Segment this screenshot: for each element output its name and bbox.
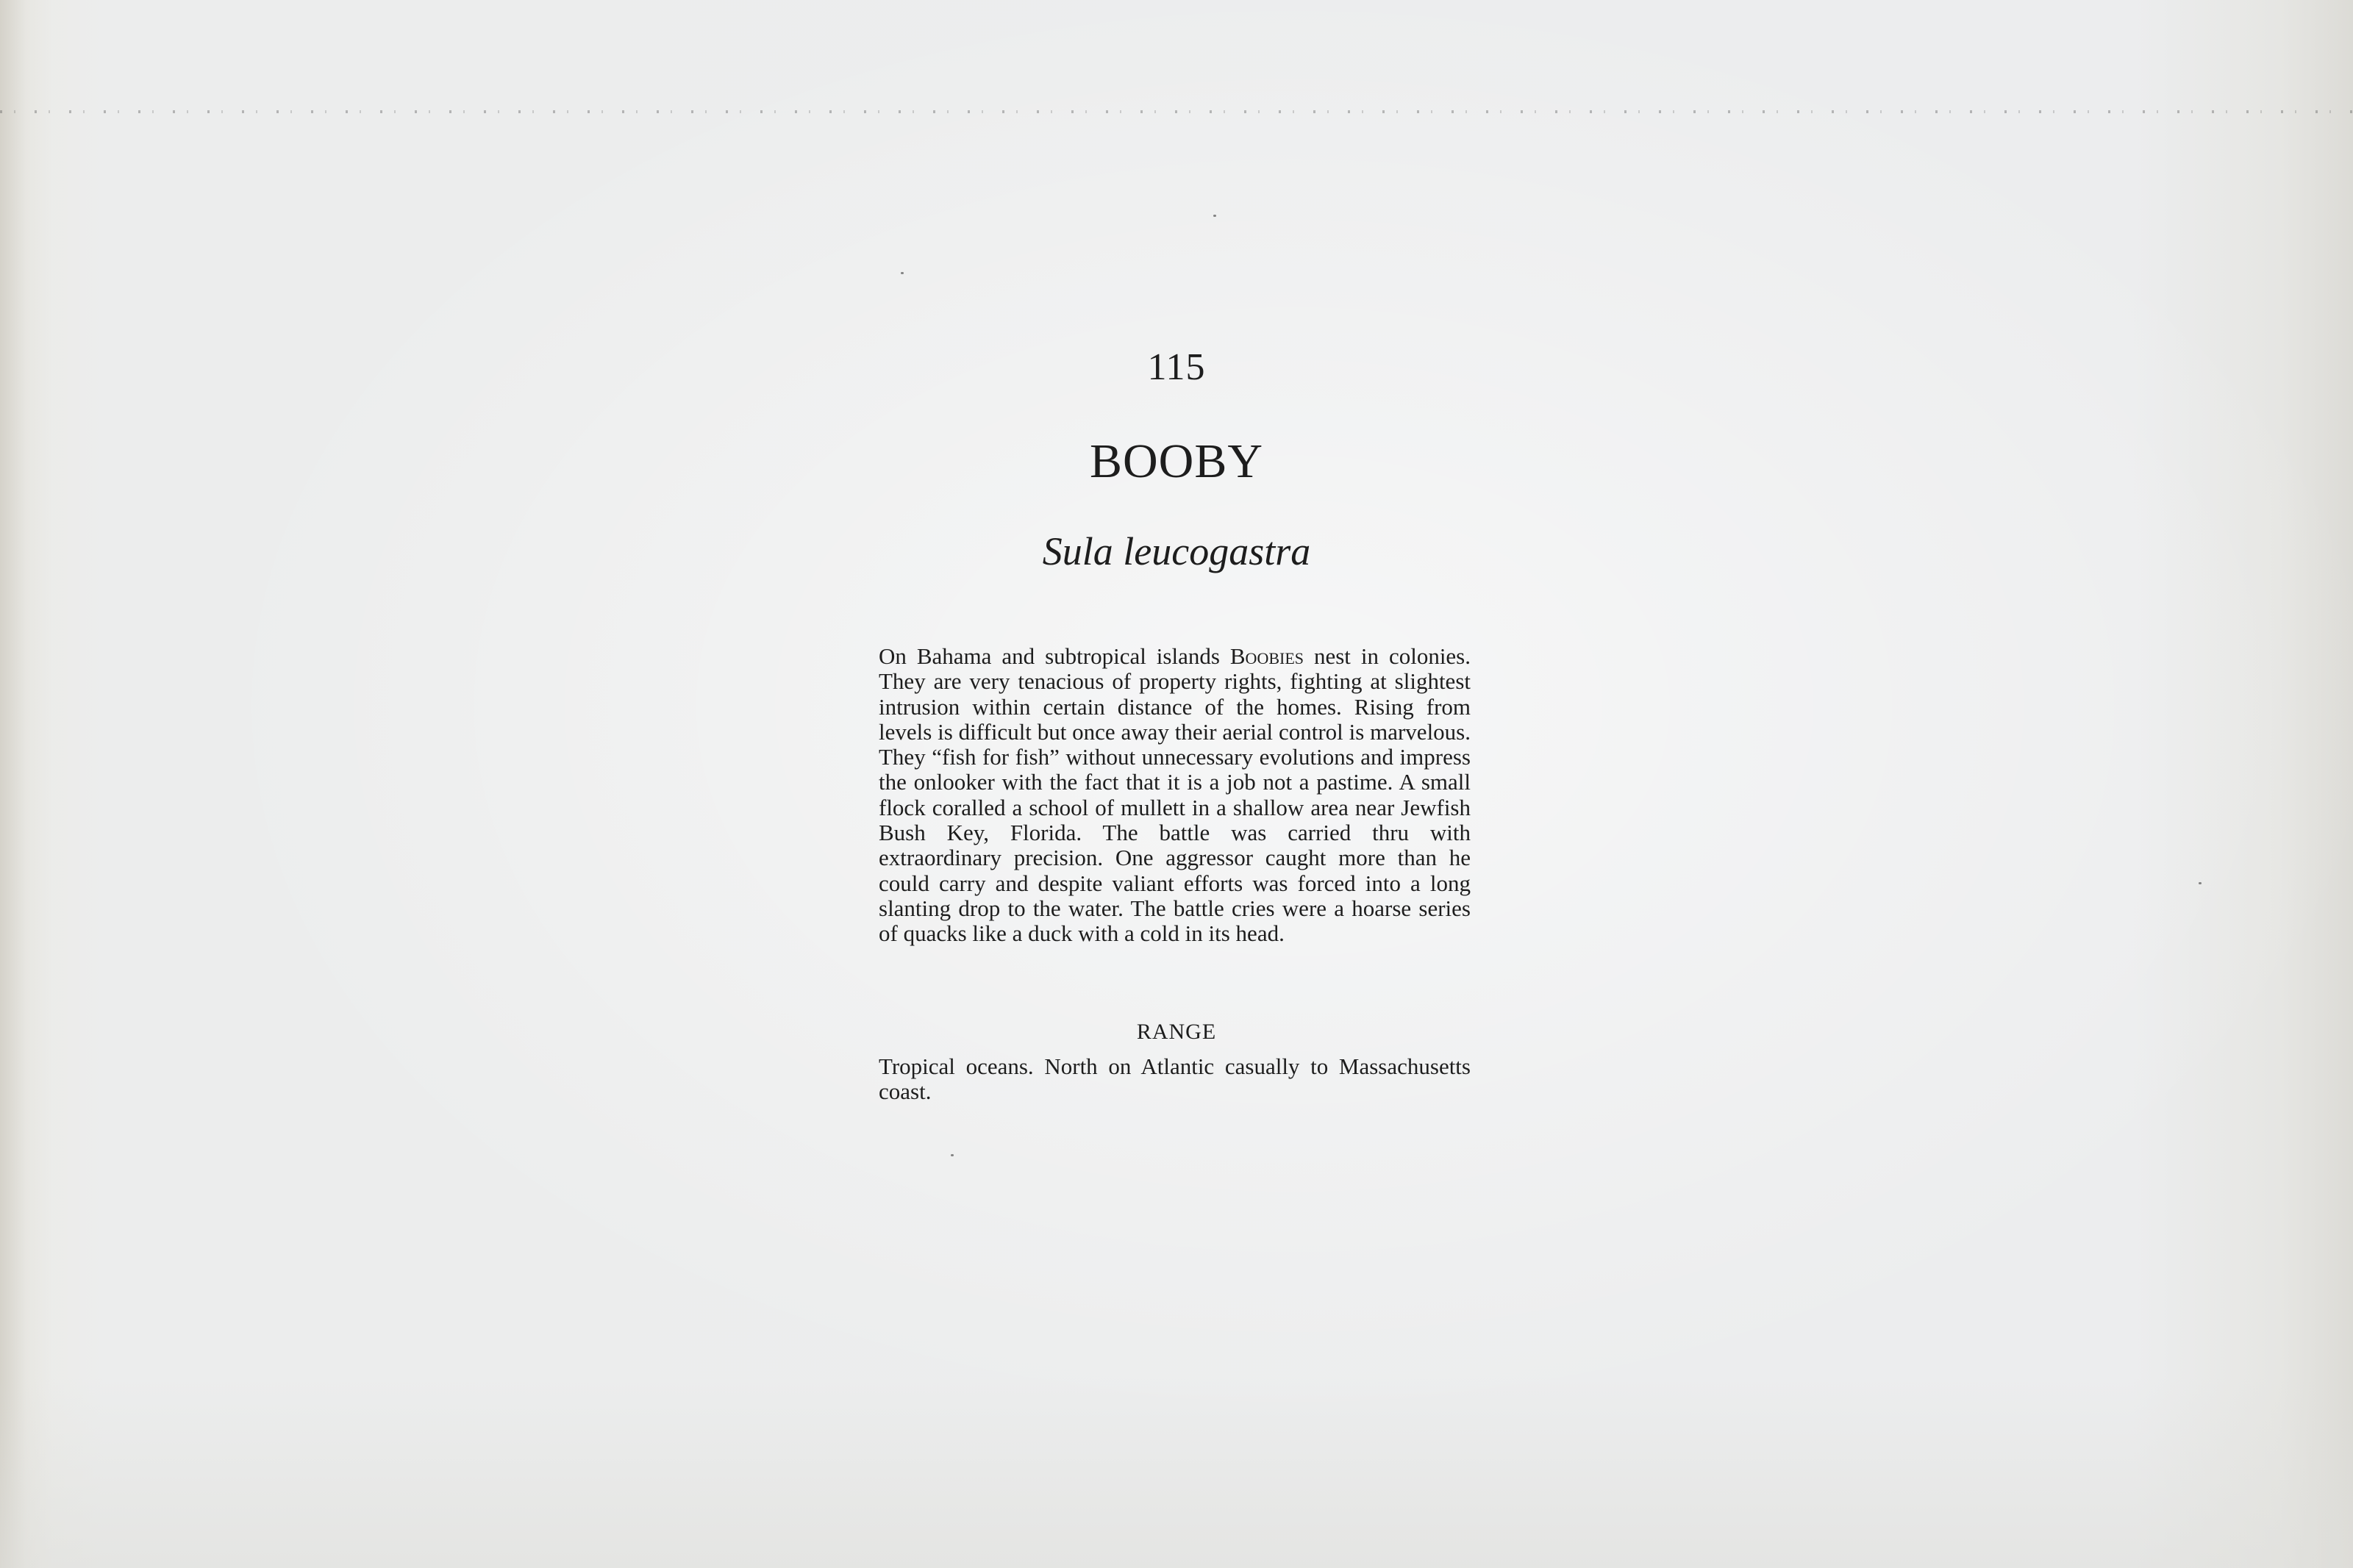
description-text-rest: nest in colonies. They are very tenacious of property rights, fighting at slightest intrusion within certain distance of the homes. Rising from levels is difficult but once away their aerial control is marvelous. They “fish for fish” without unnecessary evolutions and impress the onlooker with the fact that it is a job not a pastime. A small flock coralled a school of mullett in a shallow area near Jewfish Bush Key, Florida. The battle was carried thru with extraordinary precision. One aggressor caught more than he could carry and despite valiant efforts was forced into a long slanting drop to the water. The battle cries were a hoarse series of quacks like a duck with a cold in its head. bbox=[879, 643, 1471, 947]
paper-speck bbox=[2199, 882, 2202, 884]
description-text-start: On Bahama and subtropical islands bbox=[879, 643, 1230, 669]
description-paragraph bbox=[879, 644, 1471, 947]
page-bottom-shade bbox=[0, 1377, 2353, 1568]
description-small-caps: Boobies bbox=[1229, 643, 1304, 669]
perforation-line bbox=[0, 110, 2353, 113]
range-heading: RANGE bbox=[1136, 1020, 1217, 1044]
paper-speck bbox=[951, 1154, 954, 1156]
range-text: Tropical oceans. North on Atlantic casually to Massachusetts coast. bbox=[879, 1053, 1471, 1105]
scientific-name: Sula leucogastra bbox=[1042, 529, 1311, 573]
plate-number: 115 bbox=[1147, 346, 1206, 388]
page-edge-shadow bbox=[0, 0, 51, 1568]
paper-speck bbox=[1213, 215, 1216, 217]
page-title: BOOBY bbox=[1089, 434, 1264, 488]
paper-speck bbox=[901, 272, 904, 274]
